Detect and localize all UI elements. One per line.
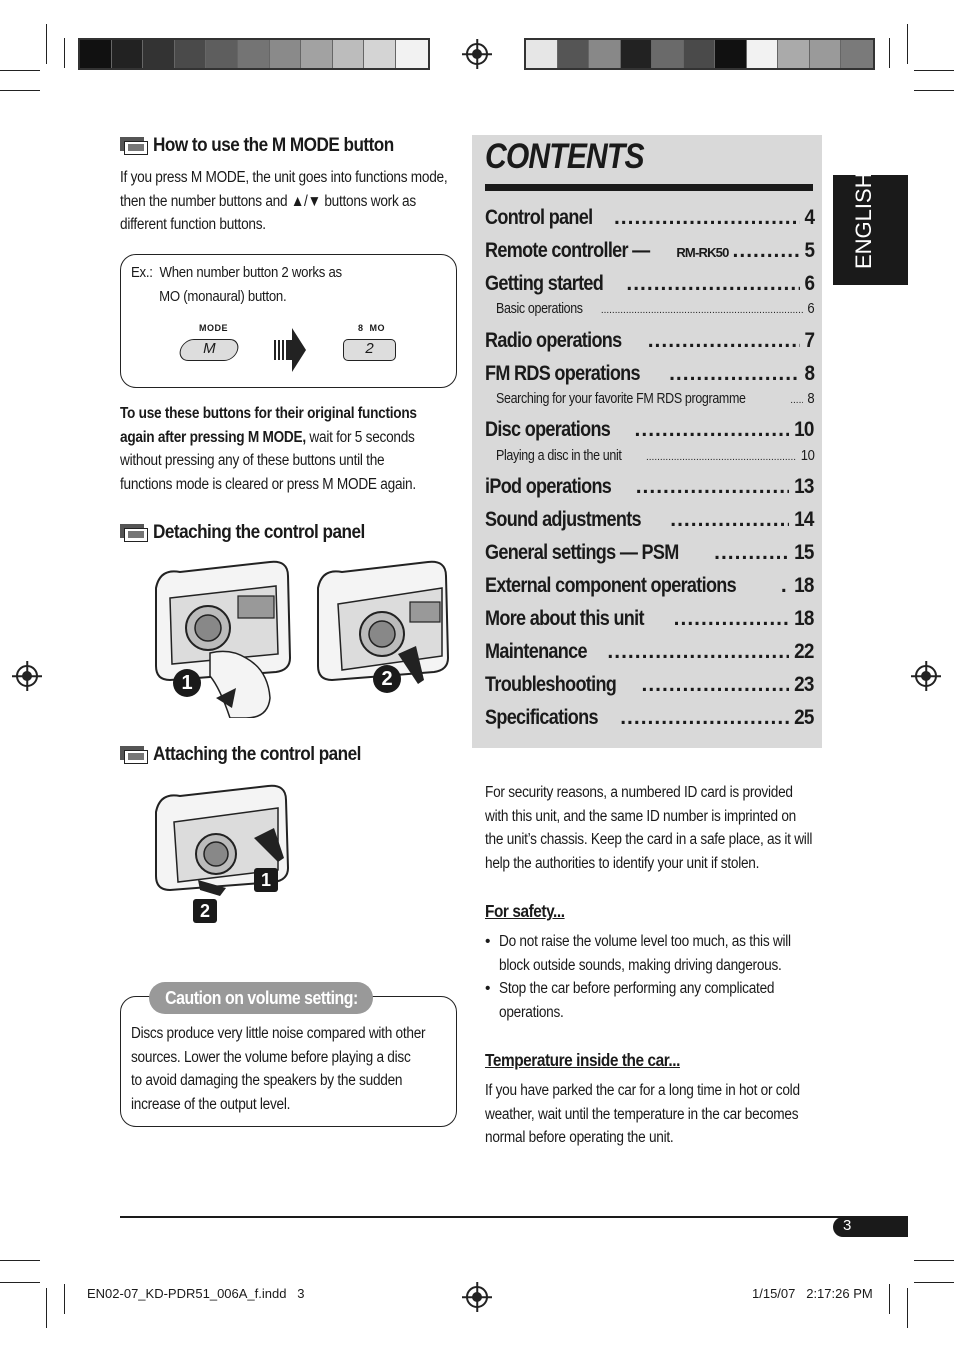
toc-entry bbox=[485, 640, 815, 664]
toc-label: iPod operations bbox=[485, 475, 612, 498]
toc-label: Maintenance bbox=[485, 640, 587, 663]
toc-page-number: 6 bbox=[804, 272, 815, 295]
toc-leader bbox=[670, 508, 789, 532]
registration-mark-right bbox=[915, 665, 937, 687]
toc-label: Radio operations bbox=[485, 329, 622, 352]
attach-step-2-badge: 2 bbox=[193, 899, 217, 923]
toc-leader bbox=[626, 272, 800, 296]
toc-entry bbox=[485, 206, 815, 230]
section-icon bbox=[120, 746, 148, 764]
toc-page-number: 10 bbox=[794, 418, 814, 441]
toc-leader bbox=[646, 452, 796, 463]
toc-label: Sound adjustments bbox=[485, 508, 641, 531]
safety-heading: For safety... bbox=[485, 901, 565, 921]
toc-leader bbox=[648, 329, 800, 353]
toc-leader bbox=[635, 418, 790, 442]
step-1-badge: 1 bbox=[173, 669, 201, 697]
toc-leader bbox=[733, 239, 801, 263]
toc-page-number: 6 bbox=[807, 301, 815, 317]
toc-leader bbox=[714, 541, 789, 565]
toc-page-number: 10 bbox=[800, 448, 815, 464]
toc-subentry bbox=[485, 448, 815, 464]
safety-bullet-1: • Do not raise the volume level too much, as this will block outside sounds, making driving dangerous. bbox=[485, 933, 791, 974]
toc-label: Troubleshooting bbox=[485, 673, 617, 696]
attach-heading: Attaching the control panel bbox=[153, 743, 361, 765]
toc-entry bbox=[485, 418, 815, 442]
caution-text: Discs produce very little noise compared with other sources. Lower the volume before playing a disc to avoid damaging the speakers by the sudden increase of the output level. bbox=[131, 1025, 426, 1113]
toc-page-number: 23 bbox=[794, 673, 814, 696]
toc-leader bbox=[641, 673, 789, 697]
toc-label: Remote controller — bbox=[485, 239, 650, 262]
caution-label: Caution on volume setting: bbox=[149, 982, 373, 1014]
toc-page-number: 13 bbox=[794, 475, 814, 498]
page-number: 3 bbox=[833, 1217, 908, 1237]
language-tab: ENGLISH bbox=[833, 175, 908, 285]
toc-entry bbox=[485, 607, 815, 631]
toc-leader bbox=[620, 706, 789, 730]
toc-label: Disc operations bbox=[485, 418, 611, 441]
original-functions-text: To use these buttons for their original functions again after pressing M MODE, wait for 5 seconds without pressing any of these buttons until the functions mode is cleared or press M MODE again. bbox=[120, 405, 417, 493]
toc-page-number: 18 bbox=[794, 607, 814, 630]
detach-illustration-step1 bbox=[150, 558, 300, 718]
toc-leader bbox=[674, 607, 790, 631]
toc-entry bbox=[485, 673, 815, 697]
toc-label: Control panel bbox=[485, 206, 593, 229]
file-slug: EN02-07_KD-PDR51_006A_f.indd 3 bbox=[87, 1286, 305, 1301]
toc-leader bbox=[601, 305, 804, 316]
toc-label: Basic operations bbox=[496, 301, 583, 317]
footer-rule bbox=[120, 1216, 908, 1218]
mmode-heading: How to use the M MODE button bbox=[153, 134, 394, 156]
toc-model-code: RM-RK50 bbox=[676, 245, 729, 260]
toc-entry bbox=[485, 541, 815, 565]
toc-leader bbox=[781, 574, 789, 598]
mode-label: MODE bbox=[199, 323, 228, 333]
toc-page-number: 22 bbox=[794, 640, 814, 663]
toc-entry bbox=[485, 272, 815, 296]
mode-button-illustration: M bbox=[177, 339, 241, 361]
attach-step-1-badge: 1 bbox=[254, 868, 278, 892]
toc-entry bbox=[485, 362, 815, 386]
registration-mark-top bbox=[466, 43, 488, 65]
toc-page-number: 18 bbox=[794, 574, 814, 597]
contents-title: CONTENTS bbox=[485, 137, 644, 176]
toc-entry bbox=[485, 239, 815, 263]
contents-rule bbox=[485, 184, 813, 191]
arrow-right-icon bbox=[272, 326, 308, 374]
toc-label: General settings — PSM bbox=[485, 541, 679, 564]
toc-label: More about this unit bbox=[485, 607, 644, 630]
toc-subentry bbox=[485, 301, 815, 317]
temperature-heading: Temperature inside the car... bbox=[485, 1050, 680, 1070]
toc-page-number: 4 bbox=[804, 206, 815, 229]
step-2-badge: 2 bbox=[373, 665, 401, 693]
toc-label: External component operations bbox=[485, 574, 736, 597]
toc-label: Specifications bbox=[485, 706, 598, 729]
detach-heading: Detaching the control panel bbox=[153, 521, 365, 543]
toc-page-number: 8 bbox=[807, 391, 815, 407]
toc-entry bbox=[485, 574, 815, 598]
toc-leader bbox=[636, 475, 790, 499]
number-button-illustration: 2 bbox=[343, 339, 396, 361]
toc-leader bbox=[669, 362, 800, 386]
toc-entry bbox=[485, 475, 815, 499]
safety-bullet-2: • Stop the car before performing any complicated operations. bbox=[485, 980, 775, 1021]
toc-page-number: 25 bbox=[794, 706, 814, 729]
date-slug: 1/15/07 2:17:26 PM bbox=[752, 1286, 873, 1301]
toc-leader bbox=[607, 640, 789, 664]
toc-page-number: 7 bbox=[804, 329, 815, 352]
number-label: 8 MO bbox=[358, 323, 386, 333]
toc-entry bbox=[485, 329, 815, 353]
section-icon bbox=[120, 524, 148, 542]
registration-mark-bottom bbox=[466, 1286, 488, 1308]
toc-label: Playing a disc in the unit bbox=[496, 448, 622, 464]
toc-page-number: 5 bbox=[804, 239, 815, 262]
toc-entry bbox=[485, 706, 815, 730]
security-text: For security reasons, a numbered ID card is provided with this unit, and the same ID number is imprinted on the unit’s chassis. Keep the card in a safe place, as it will help the authorities to identify your unit if stolen. bbox=[485, 784, 813, 872]
toc-page-number: 15 bbox=[794, 541, 814, 564]
toc-label: Getting started bbox=[485, 272, 604, 295]
toc-leader bbox=[614, 206, 800, 230]
toc-entry bbox=[485, 508, 815, 532]
toc-label: FM RDS operations bbox=[485, 362, 640, 385]
color-bar-left bbox=[78, 38, 430, 70]
toc-subentry bbox=[485, 391, 815, 407]
temperature-text: If you have parked the car for a long time in hot or cold weather, wait until the temperature in the car becomes normal before operating the unit. bbox=[485, 1082, 800, 1147]
toc-page-number: 14 bbox=[794, 508, 814, 531]
toc-page-number: 8 bbox=[804, 362, 815, 385]
toc-label: Searching for your favorite FM RDS programme bbox=[496, 391, 746, 407]
registration-mark-left bbox=[16, 665, 38, 687]
example-text: Ex.: When number button 2 works as MO (monaural) button. bbox=[131, 264, 342, 305]
color-bar-right bbox=[524, 38, 875, 70]
mmode-description: If you press M MODE, the unit goes into functions mode, then the number buttons and ▲/▼ buttons work as different function buttons. bbox=[120, 169, 448, 234]
section-icon bbox=[120, 137, 148, 155]
toc-leader bbox=[790, 395, 803, 406]
